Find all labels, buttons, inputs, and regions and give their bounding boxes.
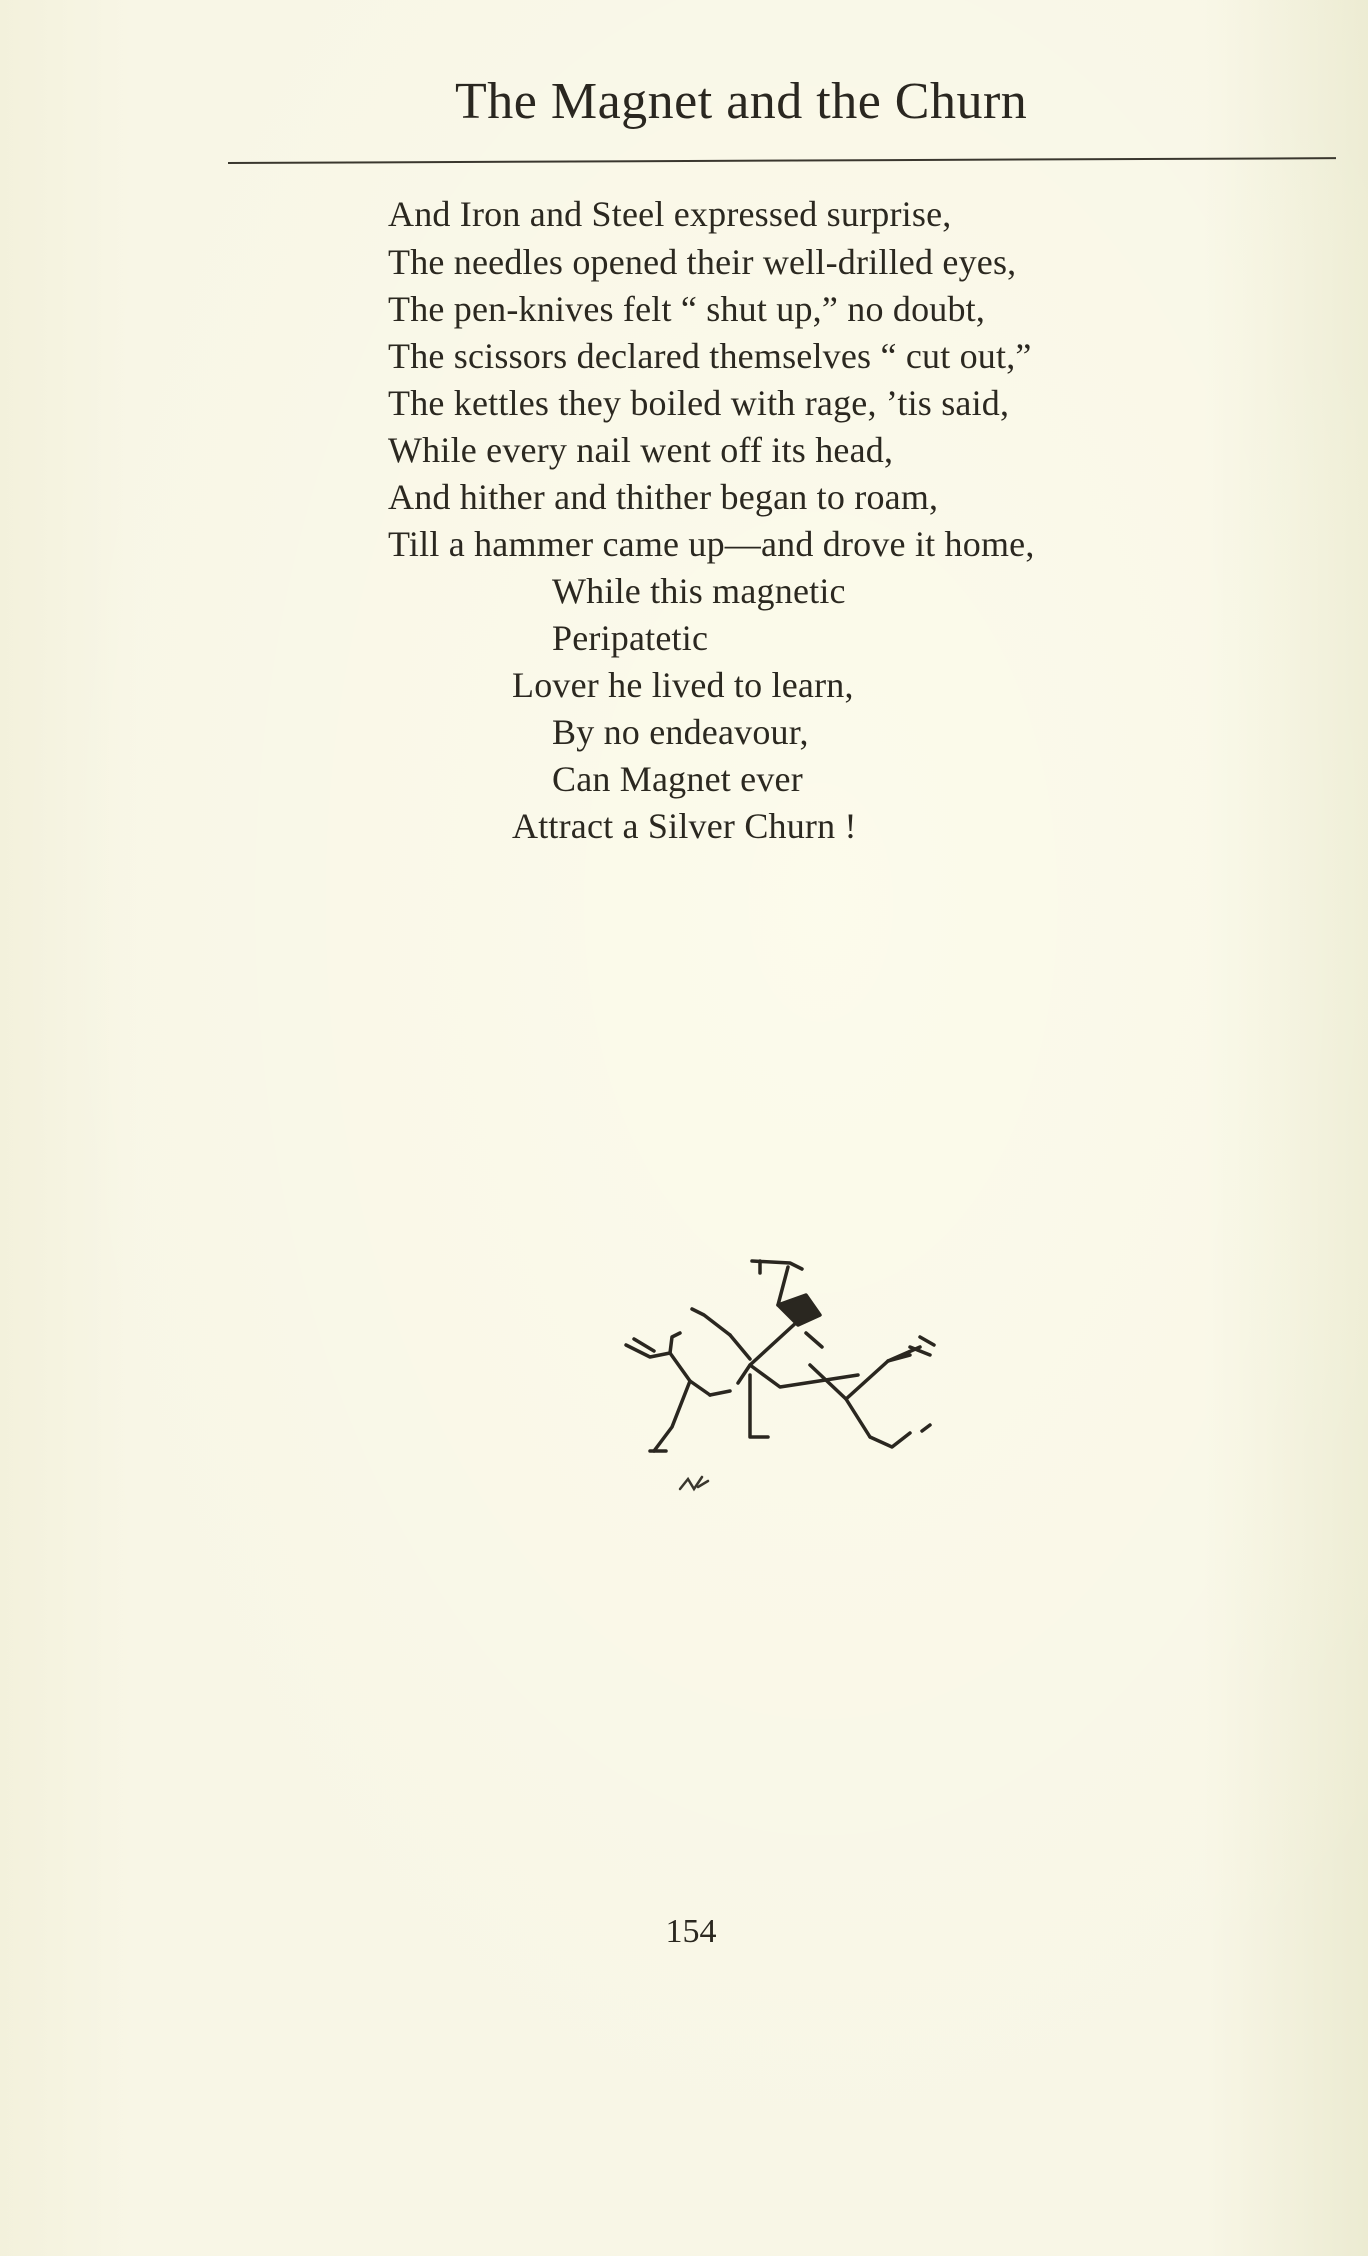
running-title: The Magnet and the Churn — [455, 73, 1028, 130]
poem-line: Attract a Silver Churn ! — [512, 806, 857, 846]
poem-line: Peripatetic — [552, 618, 709, 658]
poem-line: Can Magnet ever — [552, 759, 803, 799]
poem-line: The kettles they boiled with rage, ’tis said, — [388, 383, 1010, 423]
poem-line: And hither and thither began to roam, — [388, 477, 939, 517]
poem-line: By no endeavour, — [552, 712, 809, 752]
poem-line: The scissors declared themselves “ cut out,” — [388, 336, 1032, 376]
poem-line: The pen-knives felt “ shut up,” no doubt, — [388, 289, 986, 329]
page-number: 154 — [665, 1913, 717, 1950]
header-rule — [228, 157, 1336, 164]
poem-line: And Iron and Steel expressed surprise, — [388, 194, 952, 234]
poem-line: While this magnetic — [552, 571, 846, 611]
poem-line: Till a hammer came up—and drove it home, — [388, 524, 1035, 564]
poem-line: The needles opened their well-drilled eyes, — [388, 242, 1017, 282]
poem-line: While every nail went off its head, — [388, 430, 894, 470]
dancing-tools-icon — [610, 1255, 950, 1505]
poem-line: Lover he lived to learn, — [512, 665, 854, 705]
